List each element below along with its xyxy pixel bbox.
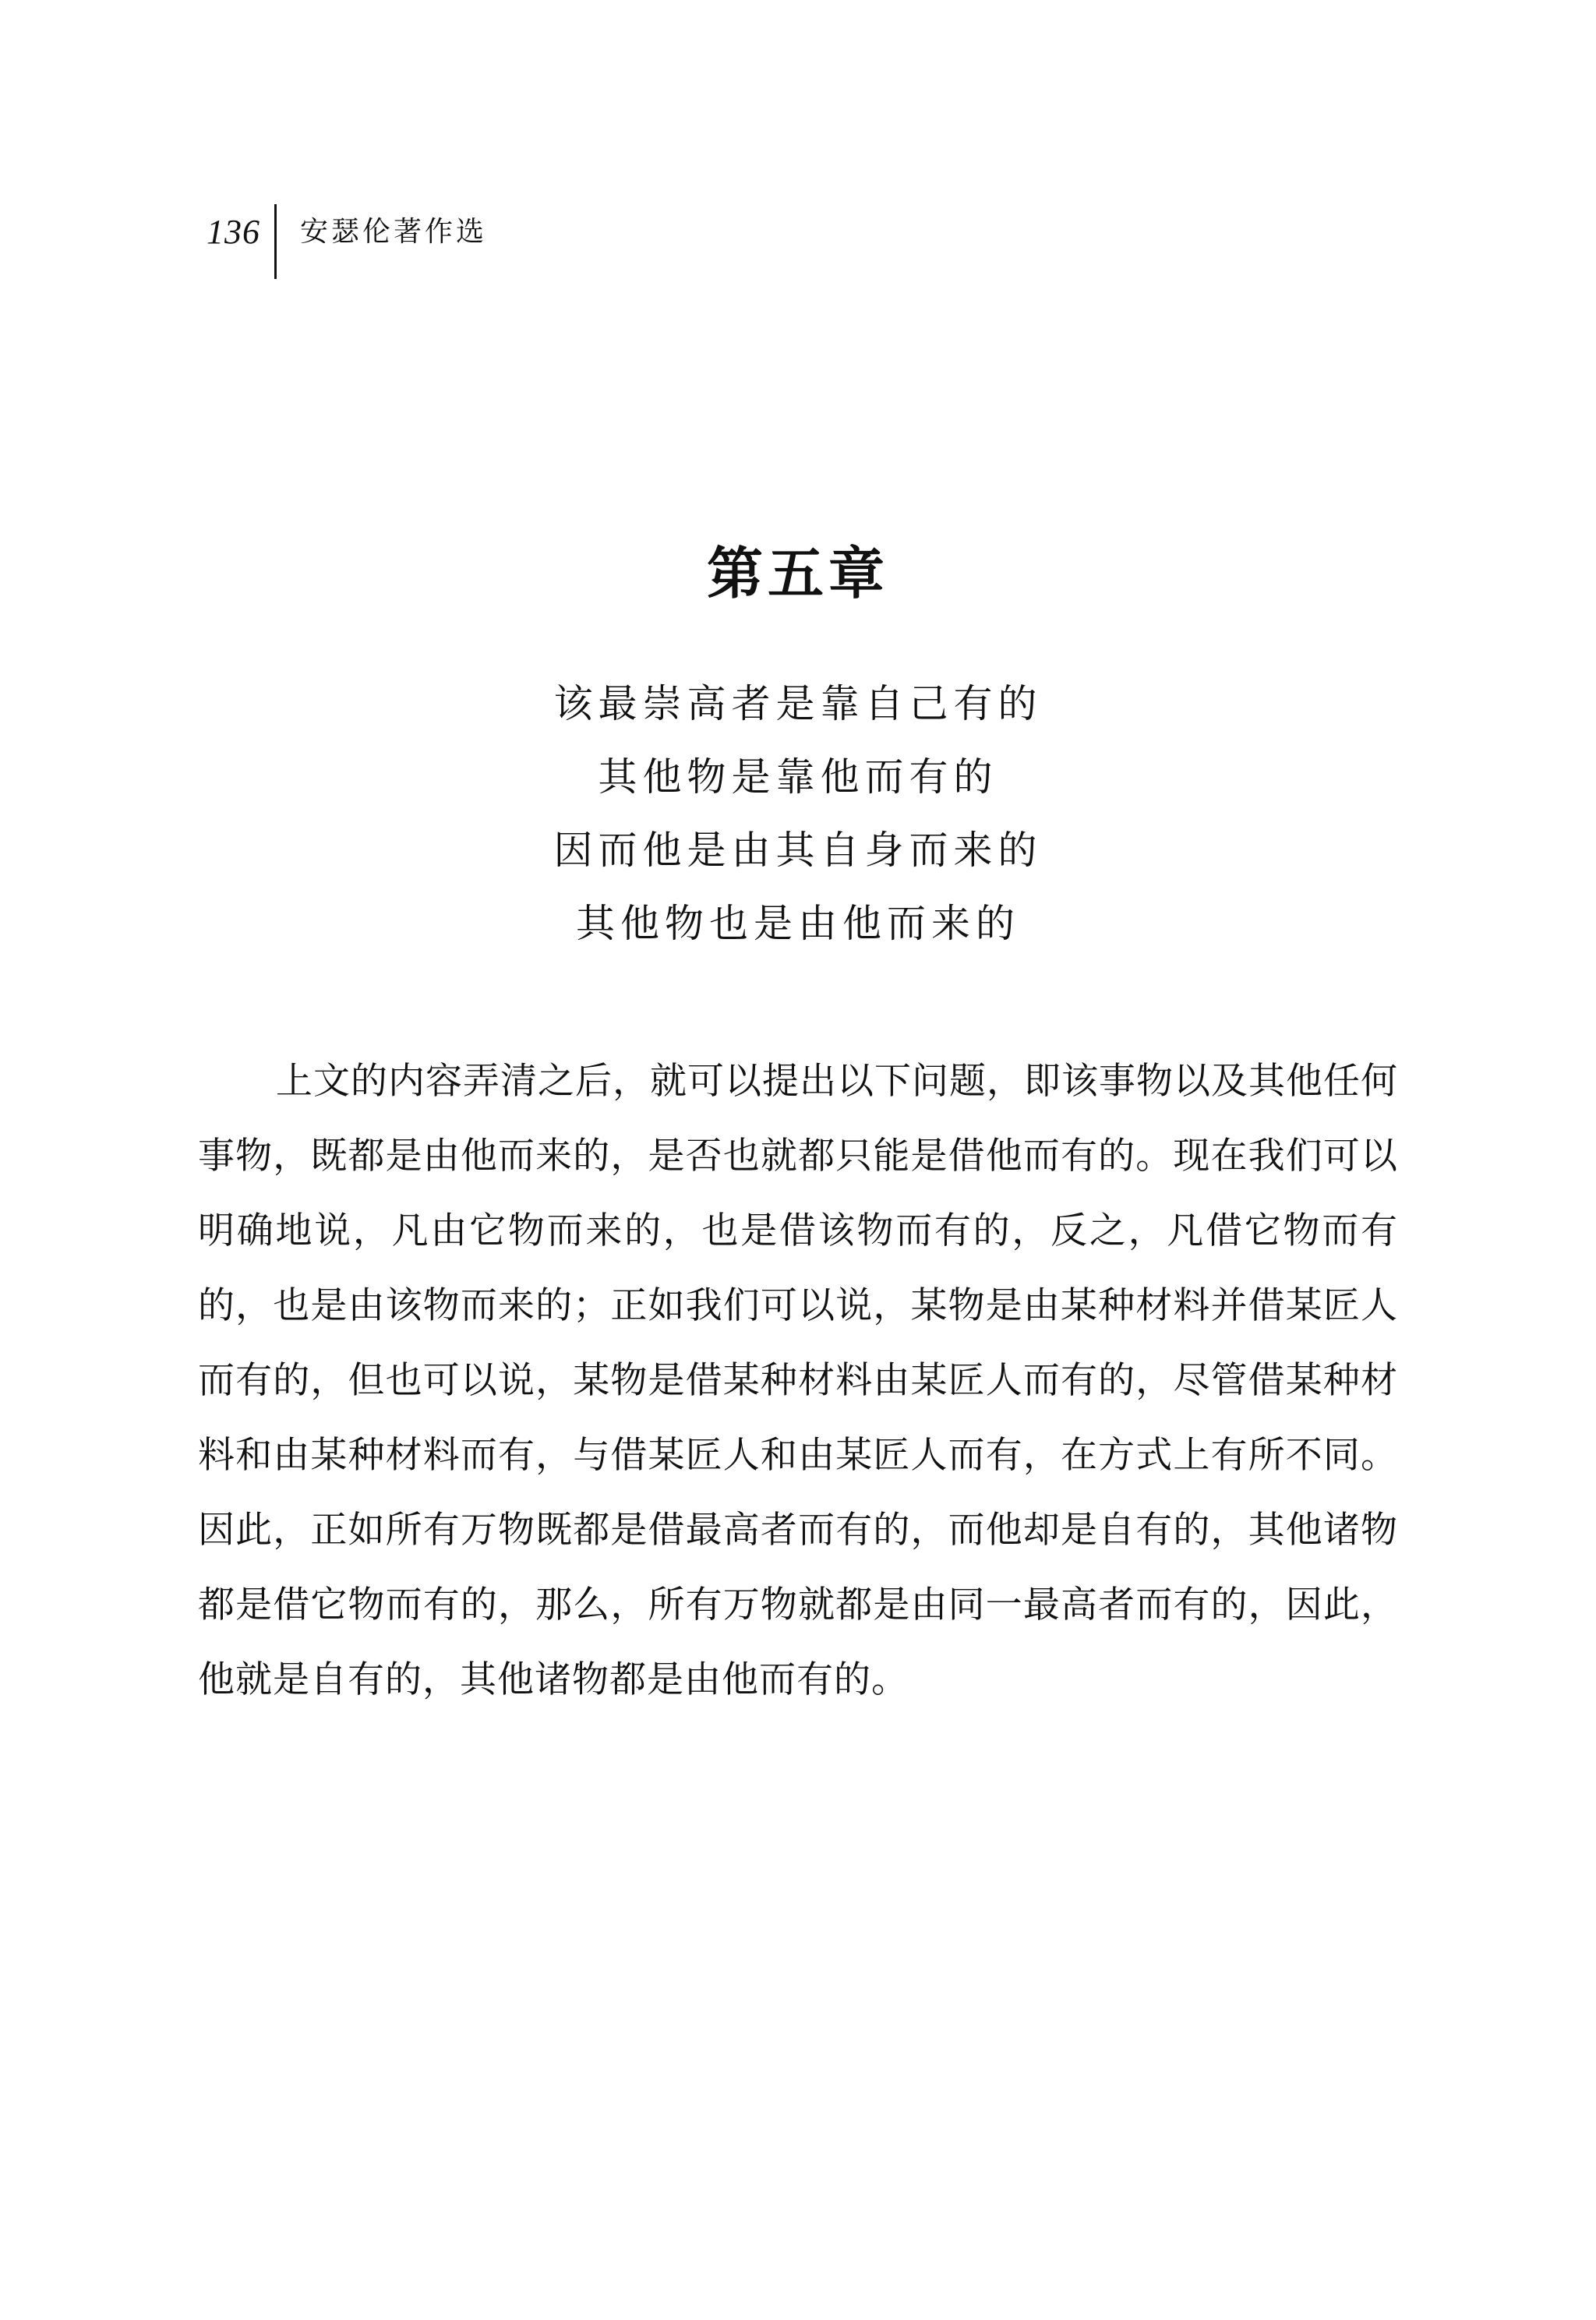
- subtitle-line: 该最崇高者是靠自己有的: [553, 681, 1043, 726]
- chapter-subtitle: [0, 667, 1596, 960]
- subtitle-line: 因而他是由其自身而来的: [553, 828, 1043, 873]
- subtitle-line: 其他物也是由他而来的: [576, 901, 1020, 946]
- chapter-title: 第五章: [706, 541, 889, 606]
- page-number: 136: [207, 213, 260, 251]
- book-title: 安瑟伦著作选: [300, 216, 488, 248]
- running-header: [207, 204, 487, 279]
- body-paragraph: 上文的内容弄清之后，就可以提出以下问题，即该事物以及其他任何事物，既都是由他而来的，是否也就都只能是借他而有的。现在我们可以明确地说，凡由它物而来的，也是借该物而有的，反之，凡借它物而有的，也是由该物而来的；正如我们可以说，某物是由某种材料并借某匠人而有的，但也可以说，某物是借某种材料由某匠人而有的，尽管借某种材料和由某种材料而有，与借某匠人和由某匠人而有，在方式上有所不同。因此，正如所有万物既都是借最高者而有的，而他却是自有的，其他诸物都是借它物而有的，那么，所有万物就都是由同一最高者而有的，因此，他就是自有的，其他诸物都是由他而有的。: [198, 1060, 1398, 1701]
- subtitle-line: 其他物是靠他而有的: [598, 754, 998, 800]
